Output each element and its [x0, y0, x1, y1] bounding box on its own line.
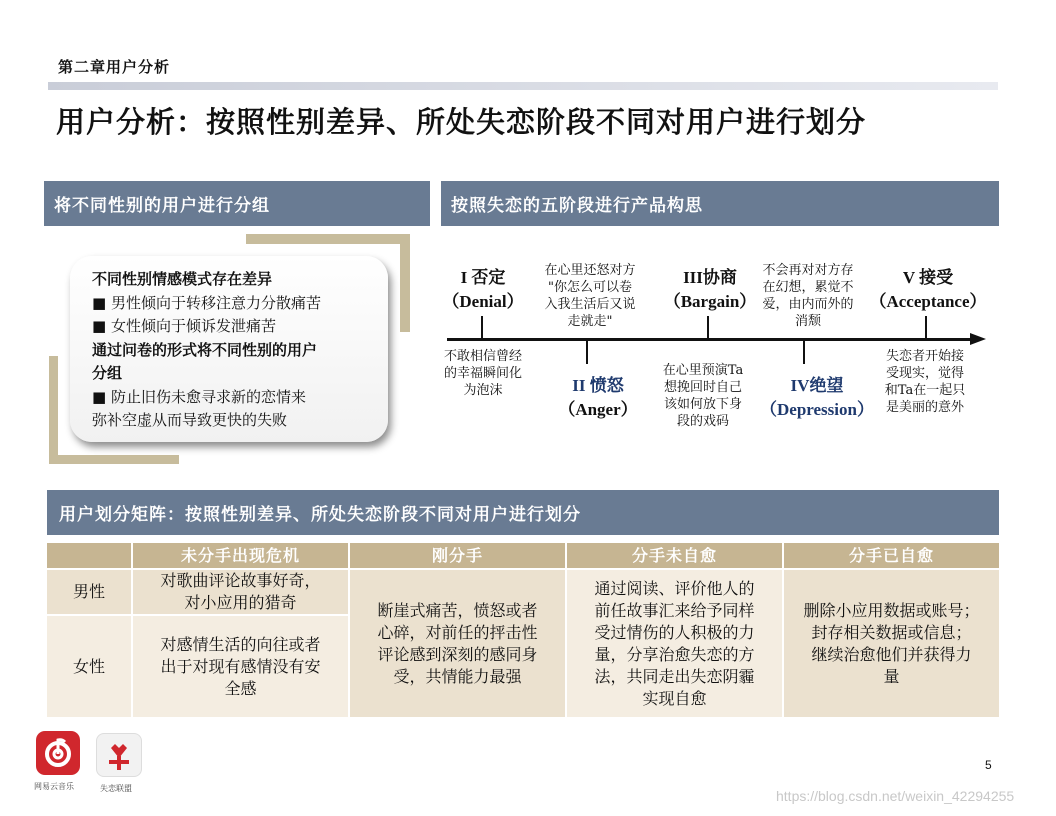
stage-subtitle: （Denial）: [442, 292, 524, 311]
stage-denial-note: [430, 348, 536, 399]
stage-acceptance-note: [872, 348, 978, 416]
callout-line: 不同性别情感模式存在差异: [92, 270, 273, 288]
timeline-tick: [925, 316, 927, 340]
col-header: 未分手出现危机: [133, 543, 348, 568]
stage-title: III协商: [683, 268, 737, 287]
decor-frame-right: [400, 234, 410, 332]
cell-line: 前任故事汇来给予同样: [594, 600, 755, 620]
note-line: 走就走": [567, 314, 613, 329]
note-line: 消颓: [794, 314, 821, 329]
stage-denial: [438, 266, 528, 314]
cell-line: 心碎，对前任的抨击性: [377, 622, 538, 642]
stage-bargain-note: [649, 362, 757, 430]
matrix-corner: [47, 543, 131, 568]
stage-anger: [548, 374, 648, 422]
user-segmentation-matrix: [47, 543, 999, 717]
breakup-alliance-logo: [96, 733, 142, 777]
callout-line: ■ 女性倾向于倾诉发泄痛苦: [92, 317, 276, 335]
note-line: 为泡沫: [463, 383, 503, 398]
note-line: 的幸福瞬间化: [443, 366, 522, 381]
note-line: 在幻想，累觉不: [762, 280, 854, 295]
cell-line: 封存相关数据或信息；: [811, 622, 972, 642]
cell-healed: [784, 570, 999, 717]
callout-line: 弥补空虚从而导致更快的失败: [92, 411, 288, 429]
stage-anger-note: [527, 262, 653, 330]
stage-title: I 否定: [460, 268, 506, 287]
note-line: 爱，由内而外的: [762, 297, 854, 312]
note-line: 不会再对对方存: [762, 263, 854, 278]
header-divider: [48, 82, 998, 90]
timeline-tick: [586, 340, 588, 364]
cell-line: 量: [883, 666, 900, 686]
stage-title: IV绝望: [790, 376, 844, 395]
note-line: 该如何放下身: [663, 397, 742, 412]
cell-female-crisis: [133, 616, 348, 717]
gender-grouping-callout: [70, 256, 388, 442]
decor-frame-bottom: [49, 455, 179, 464]
stage-subtitle: （Bargain）: [663, 292, 757, 311]
stage-subtitle: （Anger）: [558, 400, 638, 419]
timeline-tick: [707, 316, 709, 340]
page-title: 用户分析：按照性别差异、所处失恋阶段不同对用户进行划分: [56, 105, 867, 139]
cell-line: 出于对现有感情没有安: [160, 656, 321, 676]
stage-depression-note: [746, 262, 870, 330]
callout-line: ■ 防止旧伤未愈寻求新的恋情来: [92, 387, 306, 406]
watermark: https://blog.csdn.net/weixin_42294255: [776, 788, 1015, 804]
cell-line: 删除小应用数据或账号；: [803, 600, 980, 620]
stage-title: V 接受: [902, 268, 954, 287]
cell-line: 通过阅读、评价他人的: [594, 578, 755, 598]
logo-caption: 网易云音乐: [34, 782, 74, 791]
note-line: 不敢相信曾经: [443, 349, 522, 364]
note-line: 是美丽的意外: [885, 400, 964, 415]
cell-line: 受过情伤的人积极的力: [594, 622, 755, 642]
callout-line: 分组: [92, 364, 123, 382]
cell-line: 对小应用的猎奇: [184, 593, 297, 612]
col-header: 分手已自愈: [784, 543, 999, 568]
callout-line: ■ 男性倾向于转移注意力分散痛苦: [92, 293, 321, 312]
timeline-arrow-icon: [970, 333, 986, 345]
cell-line: 评论感到深刻的感同身: [377, 644, 538, 664]
cell-just-broke-up: [350, 570, 565, 717]
timeline-tick: [803, 340, 805, 364]
col-header: 分手未自愈: [567, 543, 782, 568]
cell-line: 继续治愈他们并获得力: [811, 644, 972, 664]
stage-title: II 愤怒: [572, 376, 624, 395]
cell-line: 对感情生活的向往或者: [160, 634, 321, 654]
timeline-tick: [481, 316, 483, 340]
netease-music-logo: [36, 731, 80, 775]
note-line: 入我生活后又说: [544, 297, 636, 312]
note-line: "你怎么可以卷: [548, 280, 632, 295]
note-line: 想挽回时自己: [663, 380, 742, 395]
stage-acceptance: [866, 266, 990, 314]
cell-line: 全感: [224, 678, 257, 698]
row-header: 女性: [47, 616, 131, 717]
stage-depression: [758, 374, 876, 422]
cell-line: 对歌曲评论故事好奇，: [160, 571, 321, 590]
cell-male-crisis: [133, 570, 348, 614]
alliance-logo-icon: [97, 734, 141, 776]
cell-line: 断崖式痛苦，愤怒或者: [377, 600, 538, 620]
col-header: 刚分手: [350, 543, 565, 568]
cell-line: 实现自愈: [642, 688, 707, 708]
stage-subtitle: （Depression）: [760, 400, 874, 419]
note-line: 在心里还怒对方: [544, 263, 636, 278]
left-section-header: 将不同性别的用户进行分组: [44, 181, 430, 226]
note-line: 受现实，觉得: [885, 366, 964, 381]
note-line: 和Ta在一起只: [884, 383, 966, 398]
cell-not-healed: [567, 570, 782, 717]
cell-line: 法，共同走出失恋阴霾: [594, 666, 755, 686]
note-line: 段的戏码: [676, 414, 729, 429]
cell-line: 量，分享治愈失恋的方: [594, 644, 755, 664]
note-line: 失恋者开始接: [885, 349, 964, 364]
row-header: 男性: [47, 570, 131, 614]
matrix-section-header: 用户划分矩阵：按照性别差异、所处失恋阶段不同对用户进行划分: [47, 490, 999, 535]
chapter-label: 第二章用户分析: [58, 58, 171, 76]
music-logo-icon: [36, 731, 80, 775]
note-line: 在心里预演Ta: [662, 363, 744, 378]
right-section-header: 按照失恋的五阶段进行产品构思: [441, 181, 999, 226]
cell-line: 受，共情能力最强: [393, 666, 522, 686]
stage-subtitle: （Acceptance）: [869, 292, 987, 311]
decor-frame-left: [49, 356, 58, 464]
page-number: 5: [985, 758, 992, 772]
timeline-axis: [447, 338, 975, 341]
callout-line: 通过问卷的形式将不同性别的用户: [92, 340, 318, 359]
decor-frame-top: [246, 234, 408, 244]
logo-caption: 失恋联盟: [100, 784, 132, 793]
